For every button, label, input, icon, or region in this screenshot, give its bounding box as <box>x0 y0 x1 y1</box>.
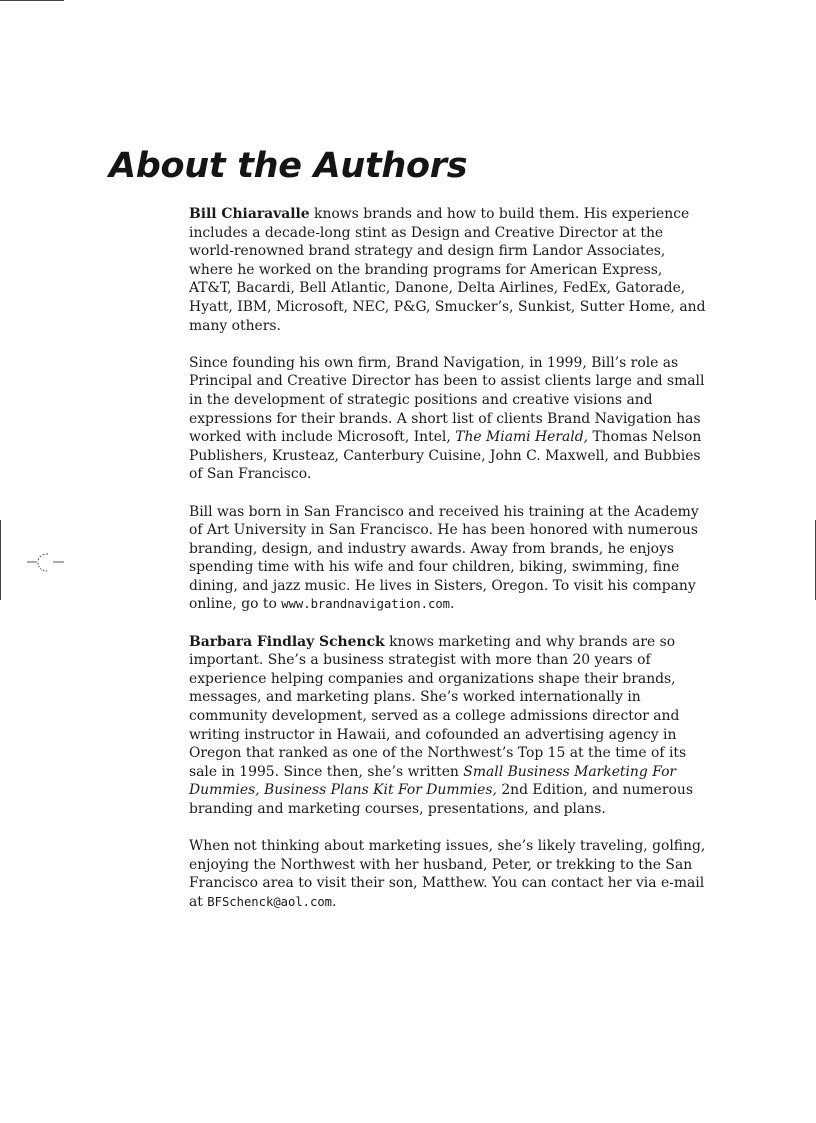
crop-mark-left <box>0 520 1 600</box>
bill-paragraph-3-text: Bill was born in San Francisco and received his training at the Academy of Art University in San Francisco. He has been honored with numerous branding, design, and industry awards. Away from brands, he enjoys spending time with his wife and four children, biking, swimming, fine dining, and jazz music. He lives in Sisters, Oregon. To visit his company online, go to <box>189 503 699 613</box>
bill-paragraph-1 <box>189 205 709 335</box>
page-title: About the Authors <box>109 146 468 186</box>
barbara-paragraph-1-text-b: 2nd Edition, and numerous branding and marketing courses, presentations, and plans. <box>189 782 693 817</box>
barbara-paragraph-1-italic: Small Business Marketing For Dummies, Business Plans Kit For Dummies, <box>189 763 677 799</box>
barbara-paragraph-1 <box>189 633 709 819</box>
author-name-barbara: Barbara Findlay Schenck <box>189 633 385 650</box>
barbara-email[interactable]: BFSchenck@aol.com <box>207 894 333 909</box>
author-name-bill: Bill Chiaravalle <box>189 206 310 222</box>
barbara-paragraph-1-text-a: knows marketing and why brands are so important. She’s a business strategist with more than 20 years of experience helping companies and organizations shape their brands, messages, and marketing plans. She’s worked internationally in community development, served as a college admissions director and writing instructor in Hawaii, and cofounded an advertising agency in Oregon that ranked as one of the Northwest’s Top 15 at the time of its sale in 1995. Since then, she’s written <box>189 633 687 780</box>
about-authors-body <box>189 205 709 930</box>
barbara-paragraph-2 <box>189 837 709 911</box>
bill-paragraph-2-text-a: Since founding his own firm, Brand Navigation, in 1999, Bill’s role as Principal and Creative Director has been to assist clients large and small in the development of strategic positions and creative visions and expressions for their brands. A short list of clients Brand Navigation has worked with include Microsoft, Intel, <box>189 354 705 446</box>
barbara-paragraph-2-end: . <box>332 893 337 910</box>
bill-paragraph-3-end: . <box>450 596 455 613</box>
registration-mark-icon <box>26 549 66 577</box>
bill-paragraph-2 <box>189 354 709 484</box>
bill-paragraph-2-text-b: Thomas Nelson Publishers, Krusteaz, Canterbury Cuisine, John C. Maxwell, and Bubbies of San Francisco. <box>189 429 702 483</box>
bill-paragraph-1-text: knows brands and how to build them. His experience includes a decade-long stint as Design and Creative Director at the world-renowned brand strategy and design firm Landor Associates, where he worked on the branding programs for American Express, AT&T, Bacardi, Bell Atlantic, Danone, Delta Airlines, FedEx, Gatorade, Hyatt, IBM, Microsoft, NEC, P&G, Smucker’s, Sunkist, Sutter Home, and many others. <box>189 206 706 334</box>
brand-navigation-url[interactable]: www.brandnavigation.com <box>281 597 450 612</box>
crop-mark-top <box>0 0 64 1</box>
barbara-paragraph-2-text: When not thinking about marketing issues, she’s likely traveling, golfing, enjoying the Northwest with her husband, Peter, or trekking to the San Francisco area to visit their son, Matthew. You can contact her via e-mail at <box>189 838 706 910</box>
bill-paragraph-2-italic: The Miami Herald, <box>455 429 589 446</box>
bill-paragraph-3 <box>189 503 709 615</box>
